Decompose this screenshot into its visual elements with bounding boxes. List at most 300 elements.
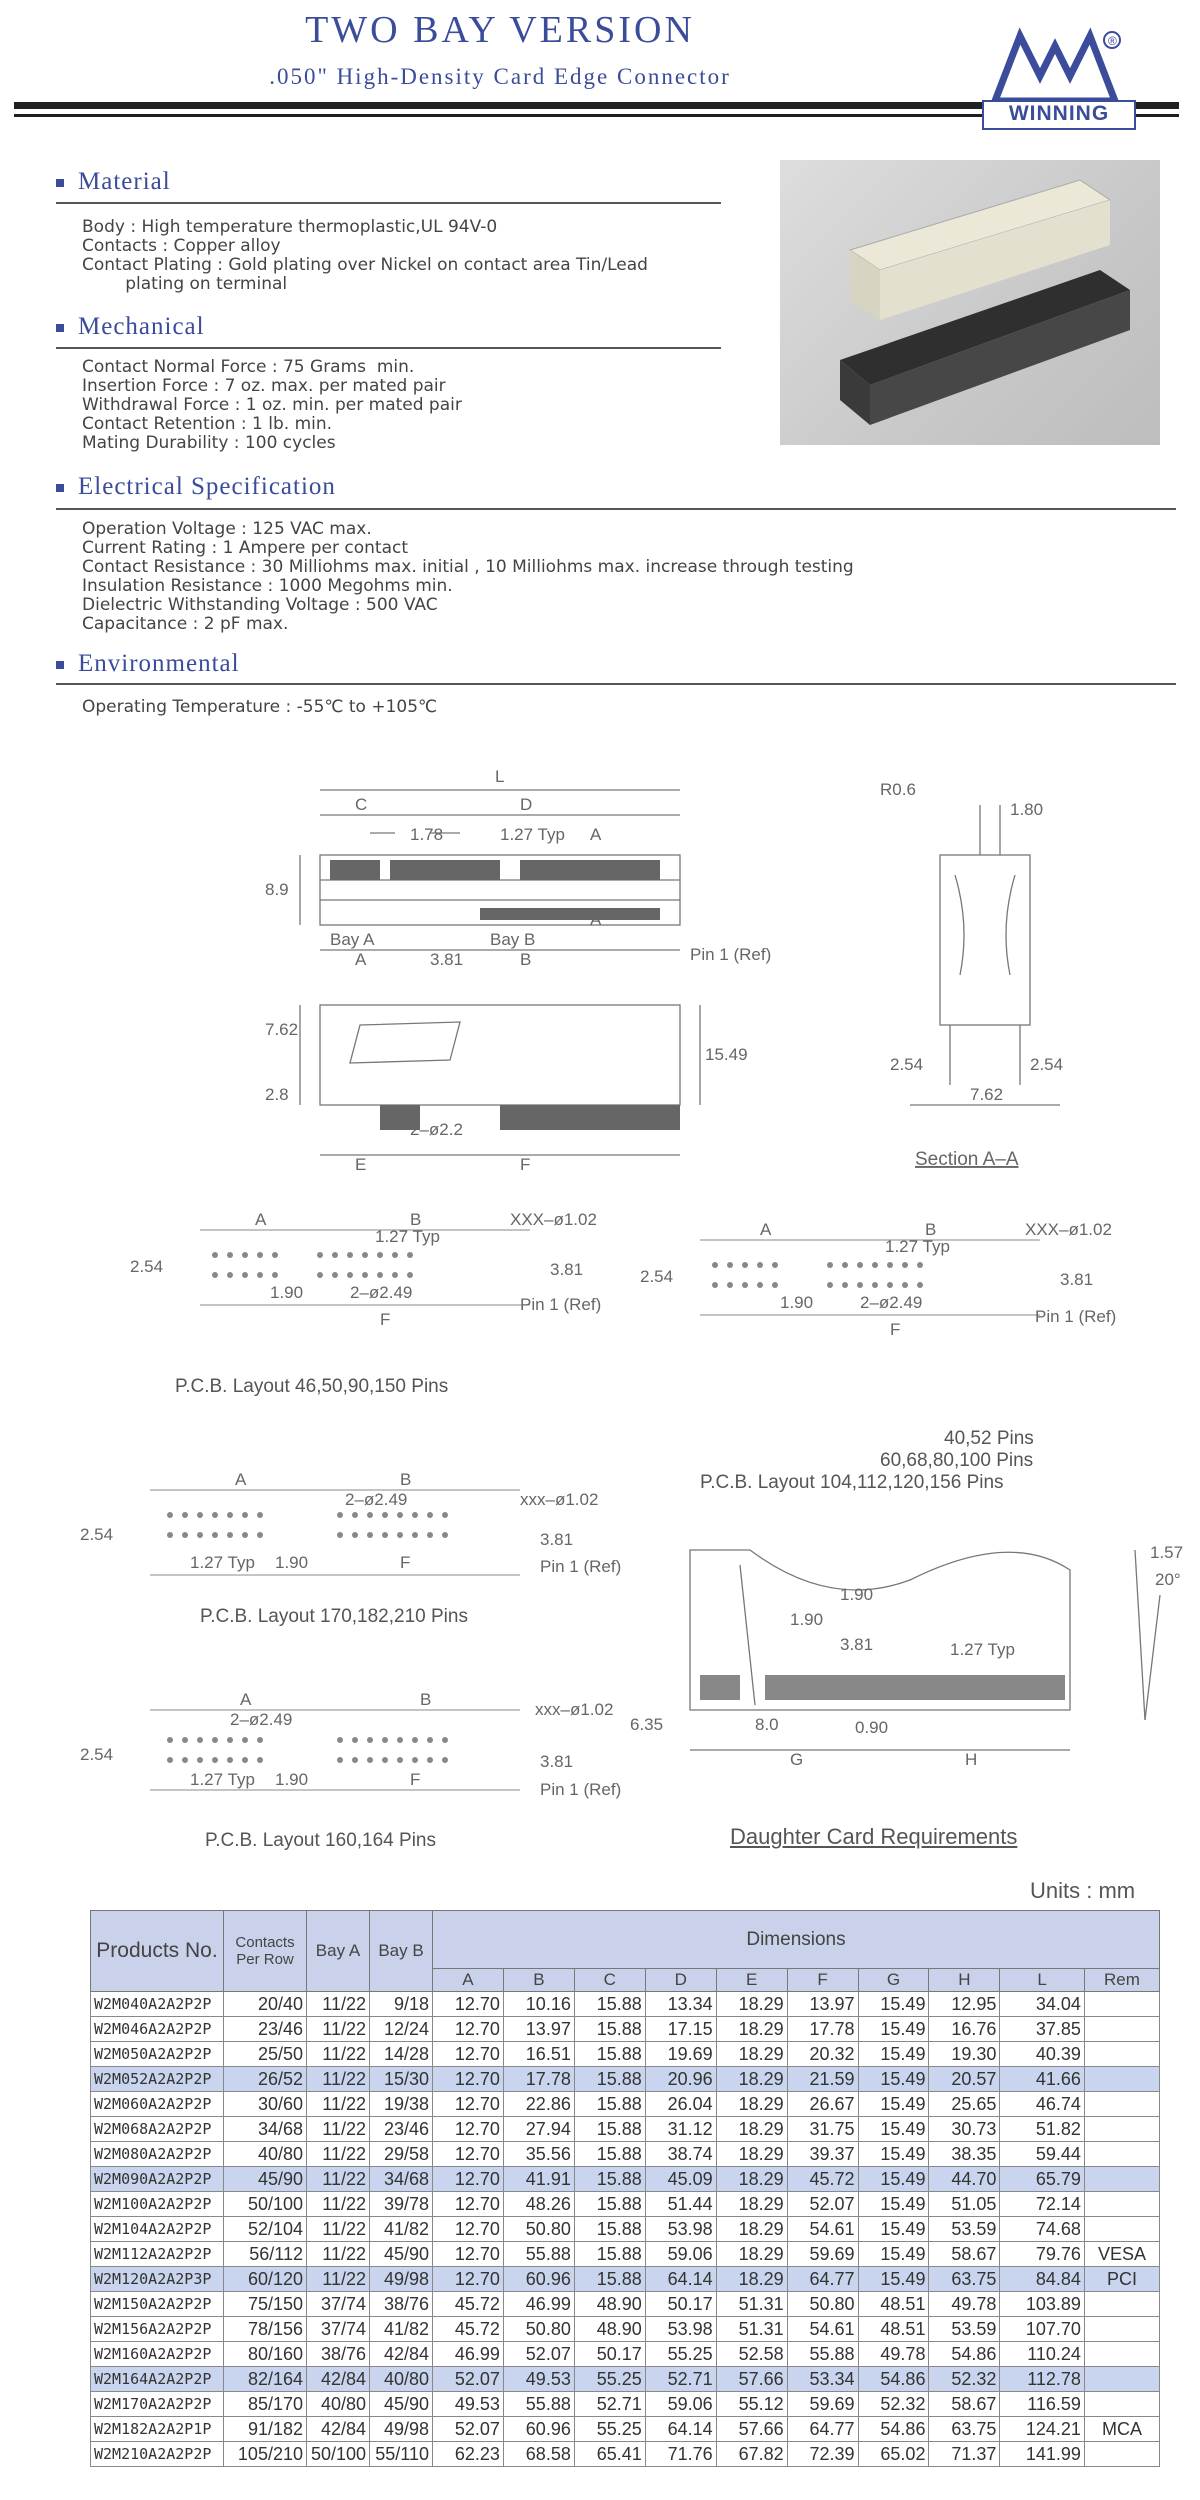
cell-dim-h: 19.30 [929,2042,1000,2067]
cell-dim-g: 15.49 [858,2167,929,2192]
cell-dim-b: 13.97 [503,2017,574,2042]
cell-dim-l: 46.74 [1000,2092,1085,2117]
cell-dim-h: 12.95 [929,1992,1000,2017]
cell-dim-g: 54.86 [858,2367,929,2392]
mechanical-specs: Contact Normal Force : 75 Grams min. Insertion Force : 7 oz. max. per mated pair Withdrawal Force : 1 oz. min. per mated pair Contact Retention : 1 lb. min. Mating Durability : 100 cycles [82,357,462,453]
cell-dim-d: 17.15 [645,2017,716,2042]
cell-product-no: W2M156A2A2P2P [91,2317,224,2342]
cell-dim-a: 12.70 [433,2142,504,2167]
cell-product-no: W2M160A2A2P2P [91,2342,224,2367]
pcb-layout-2-caption-line1: 40,52 Pins [944,1428,1034,1449]
cell-bay-b: 29/58 [370,2142,433,2167]
dim-1-27-typ: 1.27 Typ [190,1770,255,1789]
dim-B: B [420,1690,432,1709]
cell-contacts: 80/160 [224,2342,307,2367]
dim-3-81: 3.81 [1060,1270,1094,1289]
cell-dim-d: 59.06 [645,2392,716,2417]
cell-dim-l: 124.21 [1000,2417,1085,2442]
cell-dim-c: 65.41 [574,2442,645,2467]
dim-2-phi-2-49: 2–ø2.49 [345,1490,408,1509]
cell-dim-b: 50.80 [503,2317,574,2342]
cell-bay-b: 19/38 [370,2092,433,2117]
cell-dim-e: 18.29 [716,2242,787,2267]
cell-dim-b: 35.56 [503,2142,574,2167]
table-row [91,2367,1160,2392]
dim-A: A [235,1470,247,1489]
cell-dim-e: 18.29 [716,2117,787,2142]
col-dim-c: C [574,1969,645,1992]
dim-1-80: 1.80 [1010,800,1044,819]
cell-dim-a: 52.07 [433,2417,504,2442]
cell-dim-g: 15.49 [858,1992,929,2017]
dim-F: F [380,1310,391,1329]
cell-rem: PCI [1084,2267,1159,2292]
dim-1-57: 1.57 [1150,1543,1184,1562]
pcb-layout-3 [80,1460,640,1600]
dim-F: F [890,1320,901,1339]
cell-dim-c: 15.88 [574,2142,645,2167]
cell-dim-l: 51.82 [1000,2117,1085,2142]
col-products: Products No. [91,1911,224,1992]
environmental-specs: Operating Temperature : -55℃ to +105℃ [82,697,438,717]
cell-dim-c: 15.88 [574,2217,645,2242]
cell-dim-b: 50.80 [503,2217,574,2242]
col-contacts: Contacts Per Row [224,1911,307,1992]
cell-dim-h: 71.37 [929,2442,1000,2467]
cell-dim-f: 59.69 [787,2242,858,2267]
cell-contacts: 82/164 [224,2367,307,2392]
cell-dim-l: 110.24 [1000,2342,1085,2367]
cell-dim-b: 48.26 [503,2192,574,2217]
table-row [91,2217,1160,2242]
cell-dim-g: 15.49 [858,2117,929,2142]
cell-dim-e: 52.58 [716,2342,787,2367]
cell-dim-l: 107.70 [1000,2317,1085,2342]
label-bay-a: Bay A [330,930,375,949]
dim-B: B [925,1220,937,1239]
cell-dim-e: 18.29 [716,2142,787,2167]
cell-dim-g: 15.49 [858,2217,929,2242]
dim-1-27-typ: 1.27 Typ [375,1227,440,1246]
cell-bay-a: 11/22 [307,2242,370,2267]
cell-dim-f: 52.07 [787,2192,858,2217]
cell-dim-a: 12.70 [433,2042,504,2067]
cell-contacts: 56/112 [224,2242,307,2267]
cell-bay-b: 55/110 [370,2442,433,2467]
cell-dim-d: 26.04 [645,2092,716,2117]
cell-product-no: W2M150A2A2P2P [91,2292,224,2317]
dim-L: L [495,767,505,786]
dim-A: A [760,1220,772,1239]
cell-dim-a: 12.70 [433,2117,504,2142]
cell-contacts: 25/50 [224,2042,307,2067]
cell-dim-h: 54.86 [929,2342,1000,2367]
dim-3-81: 3.81 [840,1635,874,1654]
dim-2-54: 2.54 [80,1745,114,1764]
table-row [91,2342,1160,2367]
cell-rem [1084,2192,1159,2217]
cell-bay-a: 40/80 [307,2392,370,2417]
dim-G: G [790,1750,804,1769]
cell-bay-a: 37/74 [307,2292,370,2317]
dim-0-90: 0.90 [855,1718,889,1737]
cell-contacts: 30/60 [224,2092,307,2117]
cell-dim-c: 55.25 [574,2417,645,2442]
cell-dim-l: 116.59 [1000,2392,1085,2417]
cell-dim-a: 12.70 [433,2017,504,2042]
cell-product-no: W2M050A2A2P2P [91,2042,224,2067]
table-row [91,2042,1160,2067]
cell-dim-a: 12.70 [433,2267,504,2292]
cell-contacts: 60/120 [224,2267,307,2292]
cell-dim-e: 18.29 [716,1992,787,2017]
cell-dim-a: 12.70 [433,2217,504,2242]
cell-bay-a: 11/22 [307,2092,370,2117]
cell-dim-a: 12.70 [433,1992,504,2017]
cell-contacts: 50/100 [224,2192,307,2217]
cell-product-no: W2M104A2A2P2P [91,2217,224,2242]
cell-dim-c: 15.88 [574,2042,645,2067]
cell-dim-d: 19.69 [645,2042,716,2067]
section-marker-bottom: A [590,910,602,929]
cell-bay-b: 49/98 [370,2417,433,2442]
dim-2-54: 2.54 [640,1267,674,1286]
cell-contacts: 75/150 [224,2292,307,2317]
cell-rem [1084,2292,1159,2317]
cell-dim-a: 12.70 [433,2067,504,2092]
cell-dim-e: 18.29 [716,2167,787,2192]
cell-bay-b: 45/90 [370,2392,433,2417]
registered-mark: ® [1108,34,1117,48]
material-specs: Body : High temperature thermoplastic,UL 94V-0 Contacts : Copper alloy Contact Plating : Gold plating over Nickel on contact area Tin/Lead plating on terminal [82,217,648,294]
cell-dim-e: 18.29 [716,2217,787,2242]
table-row [91,2092,1160,2117]
cell-rem [1084,2217,1159,2242]
cell-bay-a: 11/22 [307,2267,370,2292]
cell-dim-l: 84.84 [1000,2267,1085,2292]
cell-dim-l: 37.85 [1000,2017,1085,2042]
cell-dim-b: 52.07 [503,2342,574,2367]
dim-B: B [520,950,532,969]
pcb-layout-1 [130,1200,610,1330]
cell-bay-a: 11/22 [307,2142,370,2167]
cell-dim-b: 55.88 [503,2392,574,2417]
cell-dim-c: 15.88 [574,2067,645,2092]
cell-dim-b: 60.96 [503,2417,574,2442]
cell-dim-b: 55.88 [503,2242,574,2267]
cell-dim-d: 64.14 [645,2267,716,2292]
cell-bay-b: 40/80 [370,2367,433,2392]
cell-product-no: W2M210A2A2P2P [91,2442,224,2467]
dim-2-54-left: 2.54 [890,1055,924,1074]
table-row [91,2167,1160,2192]
cell-bay-a: 11/22 [307,2117,370,2142]
dim-7-62: 7.62 [265,1020,299,1039]
pcb-layout-3-caption: P.C.B. Layout 170,182,210 Pins [200,1606,468,1627]
cell-dim-g: 15.49 [858,2092,929,2117]
pin1-ref: Pin 1 (Ref) [690,945,772,964]
cell-dim-e: 57.66 [716,2417,787,2442]
cell-rem [1084,2142,1159,2167]
cell-dim-g: 48.51 [858,2317,929,2342]
dim-2-phi-2-49: 2–ø2.49 [860,1293,923,1312]
cell-bay-b: 15/30 [370,2067,433,2092]
cell-dim-l: 103.89 [1000,2292,1085,2317]
col-dim-g: G [858,1969,929,1992]
cell-dim-d: 55.25 [645,2342,716,2367]
cell-dim-c: 15.88 [574,2092,645,2117]
cell-dim-g: 15.49 [858,2142,929,2167]
dim-F: F [410,1770,421,1789]
cell-bay-b: 34/68 [370,2167,433,2192]
cell-dim-f: 17.78 [787,2017,858,2042]
dim-B: B [400,1470,412,1489]
dim-1-78: 1.78 [410,825,444,844]
cell-rem [1084,2442,1159,2467]
cell-rem: VESA [1084,2242,1159,2267]
cell-dim-h: 51.05 [929,2192,1000,2217]
table-row [91,1992,1160,2017]
cell-dim-b: 27.94 [503,2117,574,2142]
cell-contacts: 91/182 [224,2417,307,2442]
dim-1-27-typ: 1.27 Typ [885,1237,950,1256]
cell-contacts: 20/40 [224,1992,307,2017]
pin1-ref: Pin 1 (Ref) [540,1557,622,1576]
cell-dim-h: 53.59 [929,2217,1000,2242]
cell-bay-a: 11/22 [307,1992,370,2017]
dim-1-27-typ: 1.27 Typ [190,1553,255,1572]
dim-1-27-typ: 1.27 Typ [500,825,565,844]
section-mechanical-title: Mechanical [56,313,205,341]
cell-bay-b: 42/84 [370,2342,433,2367]
dim-H: H [965,1750,978,1769]
cell-dim-e: 18.29 [716,2042,787,2067]
dim-2-phi-2-2: 2–ø2.2 [410,1120,463,1139]
cell-dim-l: 40.39 [1000,2042,1085,2067]
cell-dim-c: 15.88 [574,2267,645,2292]
cell-bay-b: 23/46 [370,2117,433,2142]
cell-dim-c: 15.88 [574,2242,645,2267]
section-a-a-caption: Section A–A [915,1149,1019,1170]
dim-8-0: 8.0 [755,1715,779,1734]
table-row [91,2442,1160,2467]
table-row [91,2067,1160,2092]
cell-product-no: W2M100A2A2P2P [91,2192,224,2217]
cell-dim-c: 48.90 [574,2292,645,2317]
cell-rem [1084,2167,1159,2192]
cell-contacts: 105/210 [224,2442,307,2467]
dim-2-phi-2-49: 2–ø2.49 [230,1710,293,1729]
cell-dim-l: 41.66 [1000,2067,1085,2092]
cell-bay-a: 42/84 [307,2367,370,2392]
pcb-layout-2-caption-line3: P.C.B. Layout 104,112,120,156 Pins [700,1472,1004,1493]
cell-dim-b: 60.96 [503,2267,574,2292]
cell-dim-d: 13.34 [645,1992,716,2017]
dim-15-49: 15.49 [705,1045,748,1064]
dim-2-54-right: 2.54 [1030,1055,1064,1074]
cell-dim-l: 72.14 [1000,2192,1085,2217]
cell-dim-e: 51.31 [716,2292,787,2317]
dim-F: F [520,1155,531,1170]
dim-F: F [400,1553,411,1572]
pcb-layout-4 [80,1685,640,1815]
dim-xxx-phi: xxx–ø1.02 [535,1700,614,1719]
cell-dim-d: 52.71 [645,2367,716,2392]
dim-A: A [255,1210,267,1229]
cell-product-no: W2M060A2A2P2P [91,2092,224,2117]
cell-dim-l: 34.04 [1000,1992,1085,2017]
table-row [91,2242,1160,2267]
cell-bay-a: 11/22 [307,2167,370,2192]
dim-1-90: 1.90 [780,1293,814,1312]
cell-bay-a: 37/74 [307,2317,370,2342]
section-marker-top: A [590,825,602,844]
cell-dim-g: 49.78 [858,2342,929,2367]
cell-contacts: 85/170 [224,2392,307,2417]
cell-dim-b: 22.86 [503,2092,574,2117]
cell-rem [1084,2017,1159,2042]
dim-D: D [520,795,533,814]
cell-rem [1084,2067,1159,2092]
electrical-specs: Operation Voltage : 125 VAC max. Current Rating : 1 Ampere per contact Contact Resistance : 30 Milliohms max. initial , 10 Milliohms max. increase through testing Insulation Resistance : 1000 Megohms min. Dielectric Withstanding Voltage : 500 VAC Capacitance : 2 pF max. [82,519,854,634]
cell-product-no: W2M080A2A2P2P [91,2142,224,2167]
cell-dim-e: 67.82 [716,2442,787,2467]
daughter-card-caption: Daughter Card Requirements [730,1824,1018,1849]
dim-1-90-b: 1.90 [790,1610,824,1629]
cell-bay-b: 45/90 [370,2242,433,2267]
cell-contacts: 26/52 [224,2067,307,2092]
cell-dim-c: 15.88 [574,2117,645,2142]
dim-1-27-typ: 1.27 Typ [950,1640,1015,1659]
cell-dim-l: 59.44 [1000,2142,1085,2167]
cell-dim-b: 46.99 [503,2292,574,2317]
dim-3-81: 3.81 [550,1260,584,1279]
cell-bay-a: 11/22 [307,2067,370,2092]
cell-dim-a: 52.07 [433,2367,504,2392]
cell-dim-c: 55.25 [574,2367,645,2392]
cell-dim-e: 57.66 [716,2367,787,2392]
cell-dim-d: 53.98 [645,2317,716,2342]
cell-dim-a: 12.70 [433,2242,504,2267]
cell-dim-a: 45.72 [433,2317,504,2342]
section-a-a-drawing [870,775,1100,1175]
cell-rem [1084,2117,1159,2142]
cell-dim-l: 112.78 [1000,2367,1085,2392]
dimensions-table [90,1910,1160,2467]
cell-dim-d: 64.14 [645,2417,716,2442]
cell-dim-f: 21.59 [787,2067,858,2092]
dim-2-54: 2.54 [130,1257,164,1276]
product-photo [780,160,1160,445]
cell-dim-b: 68.58 [503,2442,574,2467]
cell-dim-e: 51.31 [716,2317,787,2342]
cell-dim-f: 54.61 [787,2317,858,2342]
cell-dim-e: 18.29 [716,2192,787,2217]
dim-1-90-a: 1.90 [840,1585,874,1604]
cell-rem [1084,2042,1159,2067]
cell-contacts: 45/90 [224,2167,307,2192]
dim-3-81: 3.81 [540,1530,574,1549]
cell-dim-b: 17.78 [503,2067,574,2092]
cell-rem: MCA [1084,2417,1159,2442]
cell-dim-h: 30.73 [929,2117,1000,2142]
cell-dim-c: 15.88 [574,2167,645,2192]
dim-3-81: 3.81 [430,950,464,969]
cell-dim-f: 20.32 [787,2042,858,2067]
col-dim-e: E [716,1969,787,1992]
cell-dim-e: 18.29 [716,2067,787,2092]
table-row [91,2292,1160,2317]
cell-rem [1084,2092,1159,2117]
section-material-title: Material [56,168,171,196]
cell-dim-h: 52.32 [929,2367,1000,2392]
dim-B: B [410,1210,422,1229]
cell-dim-b: 16.51 [503,2042,574,2067]
cell-dim-a: 12.70 [433,2092,504,2117]
cell-dim-h: 58.67 [929,2242,1000,2267]
col-bay-a: Bay A [307,1911,370,1992]
cell-dim-h: 53.59 [929,2317,1000,2342]
cell-dim-a: 12.70 [433,2167,504,2192]
cell-bay-b: 38/76 [370,2292,433,2317]
cell-dim-l: 79.76 [1000,2242,1085,2267]
col-dim-h: H [929,1969,1000,1992]
cell-contacts: 23/46 [224,2017,307,2042]
cell-dim-b: 10.16 [503,1992,574,2017]
dim-A: A [355,950,367,969]
cell-dim-g: 15.49 [858,2067,929,2092]
cell-dim-d: 38.74 [645,2142,716,2167]
table-row [91,2392,1160,2417]
section-rule [56,683,1176,685]
cell-product-no: W2M068A2A2P2P [91,2117,224,2142]
cell-bay-b: 12/24 [370,2017,433,2042]
cell-dim-b: 49.53 [503,2367,574,2392]
col-bay-b: Bay B [370,1911,433,1992]
cell-product-no: W2M112A2A2P2P [91,2242,224,2267]
table-row [91,2417,1160,2442]
dim-A: A [240,1690,252,1709]
col-dim-f: F [787,1969,858,1992]
cell-dim-e: 18.29 [716,2092,787,2117]
table-row [91,2142,1160,2167]
dim-r0-6: R0.6 [880,780,916,799]
cell-bay-a: 11/22 [307,2042,370,2067]
dim-2-54: 2.54 [80,1525,114,1544]
cell-dim-f: 13.97 [787,1992,858,2017]
col-dim-d: D [645,1969,716,1992]
cell-dim-h: 38.35 [929,2142,1000,2167]
section-rule [56,202,721,204]
cell-dim-c: 48.90 [574,2317,645,2342]
cell-dim-c: 52.71 [574,2392,645,2417]
cell-dim-g: 15.49 [858,2192,929,2217]
cell-product-no: W2M170A2A2P2P [91,2392,224,2417]
cell-contacts: 40/80 [224,2142,307,2167]
cell-dim-g: 15.49 [858,2267,929,2292]
cell-dim-f: 64.77 [787,2417,858,2442]
section-rule [56,508,1176,510]
page-title: TWO BAY VERSION [305,9,695,51]
cell-bay-a: 38/76 [307,2342,370,2367]
cell-dim-c: 15.88 [574,2192,645,2217]
dim-C: C [355,795,368,814]
cell-dim-h: 49.78 [929,2292,1000,2317]
cell-product-no: W2M182A2A2P1P [91,2417,224,2442]
cell-dim-f: 31.75 [787,2117,858,2142]
section-environmental-title: Environmental [56,650,240,678]
cell-rem [1084,2317,1159,2342]
